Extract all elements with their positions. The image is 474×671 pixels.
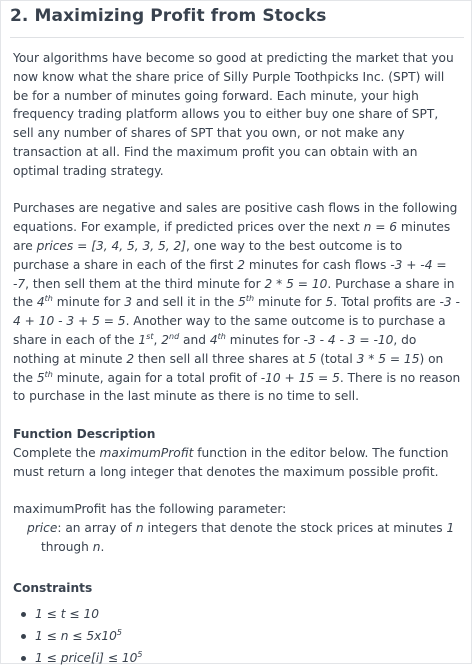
example-text: , (153, 332, 162, 347)
example-math: 5 (308, 351, 317, 366)
example-ordinal: th (44, 294, 53, 304)
parameter-text: through (41, 539, 93, 554)
example-math: 5 (36, 370, 45, 385)
example-ordinal: th (217, 331, 226, 341)
example-math: n = 6 (363, 220, 398, 235)
constraint-text: 1 ≤ t ≤ 10 (35, 607, 99, 622)
example-math: 2 (161, 332, 169, 347)
example-text: Purchases are negative and sales are positive cash flows in the following equations. For example, if predicted prices over the next (13, 201, 458, 235)
example-text: and (179, 332, 210, 347)
example-text: . Total profits are (333, 295, 440, 310)
example-math: 4 (36, 295, 45, 310)
example-math: 5 (238, 295, 246, 310)
bullet-icon (21, 612, 26, 617)
example-math: -3 - 4 - 3 = -10 (303, 332, 394, 347)
example-text: minutes for cash flows (245, 257, 391, 272)
constraint-exponent: 5 (137, 650, 143, 660)
parameter-text: integers that denote the stock prices at minutes (143, 520, 447, 535)
function-text: function in the editor below. The function must return a long integer that denotes the maximum possible profit. (13, 445, 449, 479)
parameter-text: . (100, 539, 105, 554)
example-text: (total (316, 351, 357, 366)
function-name: maximumProfit (99, 445, 194, 460)
example-text: , then sell them at the third minute for (25, 276, 265, 291)
constraint-item (21, 627, 462, 645)
example-math: -3 + -4 = -7 (13, 257, 447, 291)
parameter-name: price (27, 520, 58, 535)
example-math: 3 * 5 = 15 (356, 351, 420, 366)
example-math: -10 + 15 = 5 (260, 370, 340, 385)
example-math: 1 (138, 332, 147, 347)
title-divider (10, 37, 464, 38)
parameters-intro: maximumProfit has the following parameter: (13, 502, 287, 517)
example-text: then sell all three shares at (134, 351, 309, 366)
example-math: 2 (237, 257, 246, 272)
parameter-math: 1 (446, 520, 455, 535)
example-text: minute, again for a total profit of (52, 370, 261, 385)
example-paragraph (13, 199, 462, 406)
bullet-icon (21, 634, 26, 639)
intro-paragraph: Your algorithms have become so good at predicting the market that you now know what the share price of Silly Purple Toothpicks Inc. (SPT) will be for a number of minutes going forward. Each minute, your high frequency trading platform allows you to either buy one share of SPT, sell any number of shares of SPT that you own, or not make any transaction at all. Find the maximum profit you can obtain with an optimal trading strategy. (13, 51, 454, 178)
function-text: Complete the (13, 445, 100, 460)
example-math: 2 (126, 351, 135, 366)
constraints-list (13, 605, 462, 667)
example-ordinal: th (245, 294, 255, 304)
example-math: 2 * 5 = 10 (264, 276, 328, 291)
example-math: 3 (124, 295, 133, 310)
constraint-item (21, 649, 462, 667)
parameter-price (27, 519, 462, 557)
parameter-text: : an array of (57, 520, 136, 535)
example-math: 4 (209, 332, 218, 347)
example-ordinal: nd (169, 331, 180, 341)
example-text: . There is no reason to purchase in the last minute as there is no time to sell. (13, 370, 461, 404)
example-math: prices = [3, 4, 5, 3, 5, 2] (36, 238, 187, 253)
bullet-icon (21, 656, 26, 661)
function-description-heading: Function Description (13, 426, 156, 441)
parameter-math: n (135, 520, 144, 535)
problem-statement (13, 49, 462, 671)
constraints-heading: Constraints (13, 580, 93, 595)
example-text: ) on the (13, 351, 444, 385)
example-text: minute for (254, 295, 326, 310)
constraint-item (21, 605, 462, 623)
example-ordinal: th (44, 369, 53, 379)
example-text: minutes are (13, 220, 451, 253)
example-text: . Purchase a share in the (13, 276, 455, 310)
parameter-math: n (92, 539, 101, 554)
constraint-text: 1 ≤ price[i] ≤ 10 (35, 651, 138, 666)
example-math: 5 (325, 295, 334, 310)
example-text: , one way to the best outcome is to purchase a share in each of the first (13, 238, 403, 272)
example-text: minutes for (225, 332, 304, 347)
constraint-text: 1 ≤ n ≤ 5x10 (35, 629, 117, 644)
constraint-exponent: 5 (116, 628, 122, 638)
example-text: and sell it in the (132, 295, 239, 310)
example-math: -3 - 4 + 10 - 3 + 5 = 5 (13, 295, 460, 329)
problem-title: 2. Maximizing Profit from Stocks (10, 6, 327, 26)
function-description-text (13, 444, 462, 482)
example-text: , do nothing at minute (13, 332, 417, 366)
example-text: . Another way to the same outcome is to purchase a share in each of the (13, 314, 446, 347)
example-text: minute for (52, 295, 125, 310)
example-ordinal: st (146, 331, 154, 341)
